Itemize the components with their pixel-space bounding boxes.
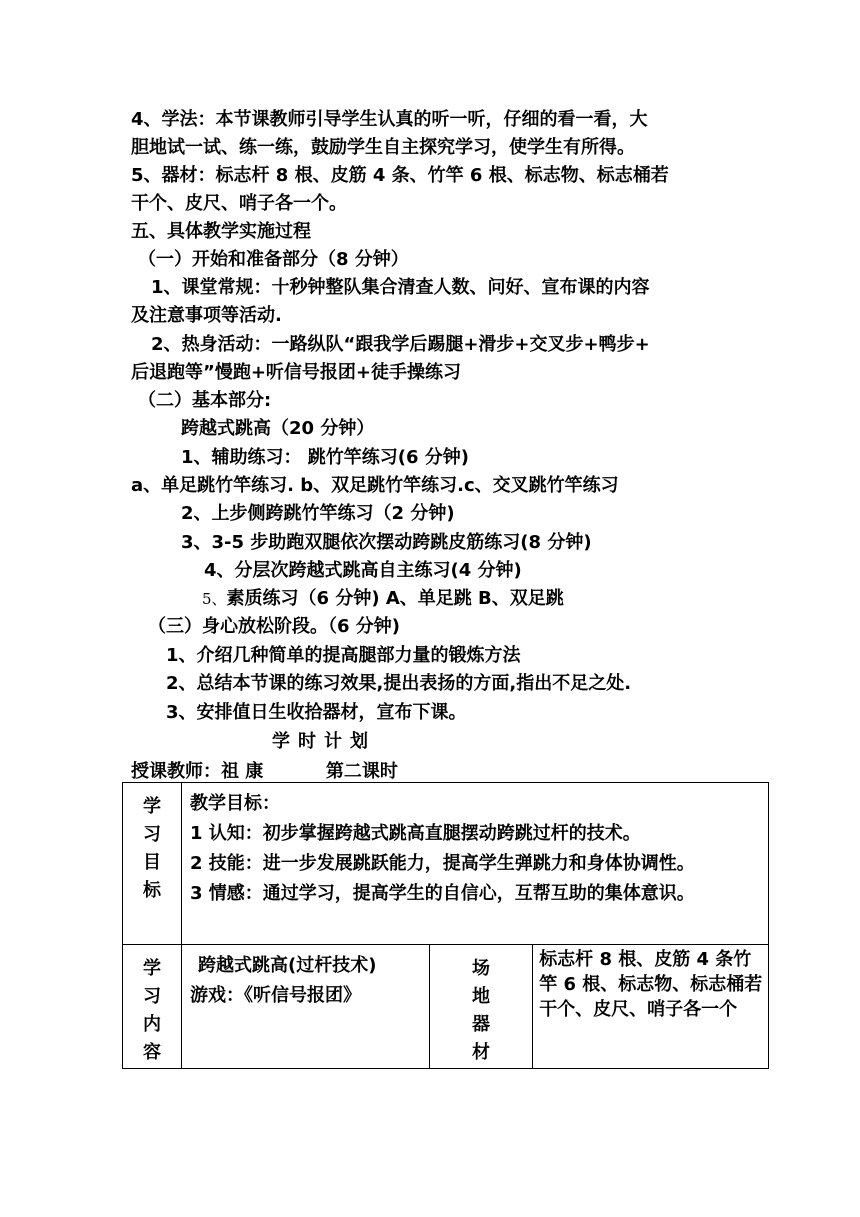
equipment-text: 标志杆 8 根、皮筋 4 条竹竿 6 根、标志物、标志桶若干个、皮尺、哨子各一个 — [539, 949, 763, 1020]
objectives-label: 学 习 目 标 — [123, 783, 182, 945]
text-line: a、单足跳竹竿练习. b、双足跳竹竿练习.c、交叉跳竹竿练习 — [131, 475, 619, 496]
text-line: 4、分层次跨越式跳高自主练习(4 分钟) — [204, 560, 522, 581]
section-heading: 五、具体教学实施过程 — [131, 221, 311, 242]
text-line: 2、热身活动：一路纵队“跟我学后踢腿+滑步+交叉步+鸭步+ — [151, 334, 650, 355]
text-line: 后退跑等”慢跑+听信号报团+徒手操练习 — [131, 362, 461, 383]
lesson-plan-table — [122, 782, 769, 1069]
item-text: 素质练习（6 分钟) A、单足跳 B、双足跳 — [226, 588, 564, 609]
content-label: 学 习 内 容 — [123, 945, 182, 1069]
content-cell — [182, 945, 430, 1069]
text-line: 5、器材：标志杆 8 根、皮筋 4 条、竹竿 6 根、标志物、标志桶若 — [131, 165, 669, 186]
text-line: 3、安排值日生收拾器材，宣布下课。 — [166, 702, 467, 723]
item-number: 5、 — [202, 590, 227, 608]
subsection-heading: （三）身心放松阶段。（6 分钟) — [148, 616, 401, 637]
text-line: 3、3-5 步助跑双腿依次摆动跨跳皮筋练习(8 分钟) — [181, 532, 592, 553]
equipment-cell — [533, 945, 769, 1069]
content-row — [123, 945, 769, 1069]
text-line: 1、介绍几种简单的提高腿部力量的锻炼方法 — [166, 645, 521, 666]
plan-title: 学时计划 — [272, 731, 376, 752]
equipment-label: 场 地 器 材 — [429, 945, 532, 1069]
text-line: 跨越式跳高（20 分钟） — [181, 418, 375, 439]
objective-item: 1 认知：初步掌握跨越式跳高直腿摆动跨跳过杆的技术。 — [190, 823, 641, 844]
text-line — [202, 587, 564, 611]
objective-item: 2 技能：进一步发展跳跃能力，提高学生弹跳力和身体协调性。 — [190, 853, 695, 874]
text-line: 及注意事项等活动. — [131, 305, 282, 326]
objectives-cell — [182, 783, 769, 945]
text-line: 1、课堂常规：十秒钟整队集合清查人数、问好、宣布课的内容 — [151, 277, 650, 298]
text-line: 4、学法：本节课教师引导学生认真的听一听，仔细的看一看，大 — [131, 109, 648, 130]
text-line: 2、上步侧跨跳竹竿练习（2 分钟) — [181, 503, 455, 524]
text-line: 干个、皮尺、哨子各一个。 — [131, 193, 347, 214]
content-item: 游戏：《听信号报团》 — [190, 985, 361, 1006]
subsection-heading: （二）基本部分: — [138, 390, 272, 411]
objectives-row — [123, 783, 769, 945]
objective-item: 3 情感：通过学习，提高学生的自信心，互帮互助的集体意识。 — [190, 883, 695, 904]
objectives-heading: 教学目标： — [190, 793, 280, 814]
text-line: 2、总结本节课的练习效果,提出表扬的方面,指出不足之处. — [166, 673, 632, 694]
text-line: 1、辅助练习： 跳竹竿练习(6 分钟) — [181, 447, 470, 468]
text-line: 胆地试一试、练一练，鼓励学生自主探究学习，使学生有所得。 — [131, 137, 635, 158]
teacher-line: 授课教师：祖 康 第二课时 — [131, 761, 398, 782]
subsection-heading: （一）开始和准备部分（8 分钟） — [138, 249, 409, 270]
content-item: 跨越式跳高(过杆技术) — [198, 955, 377, 976]
